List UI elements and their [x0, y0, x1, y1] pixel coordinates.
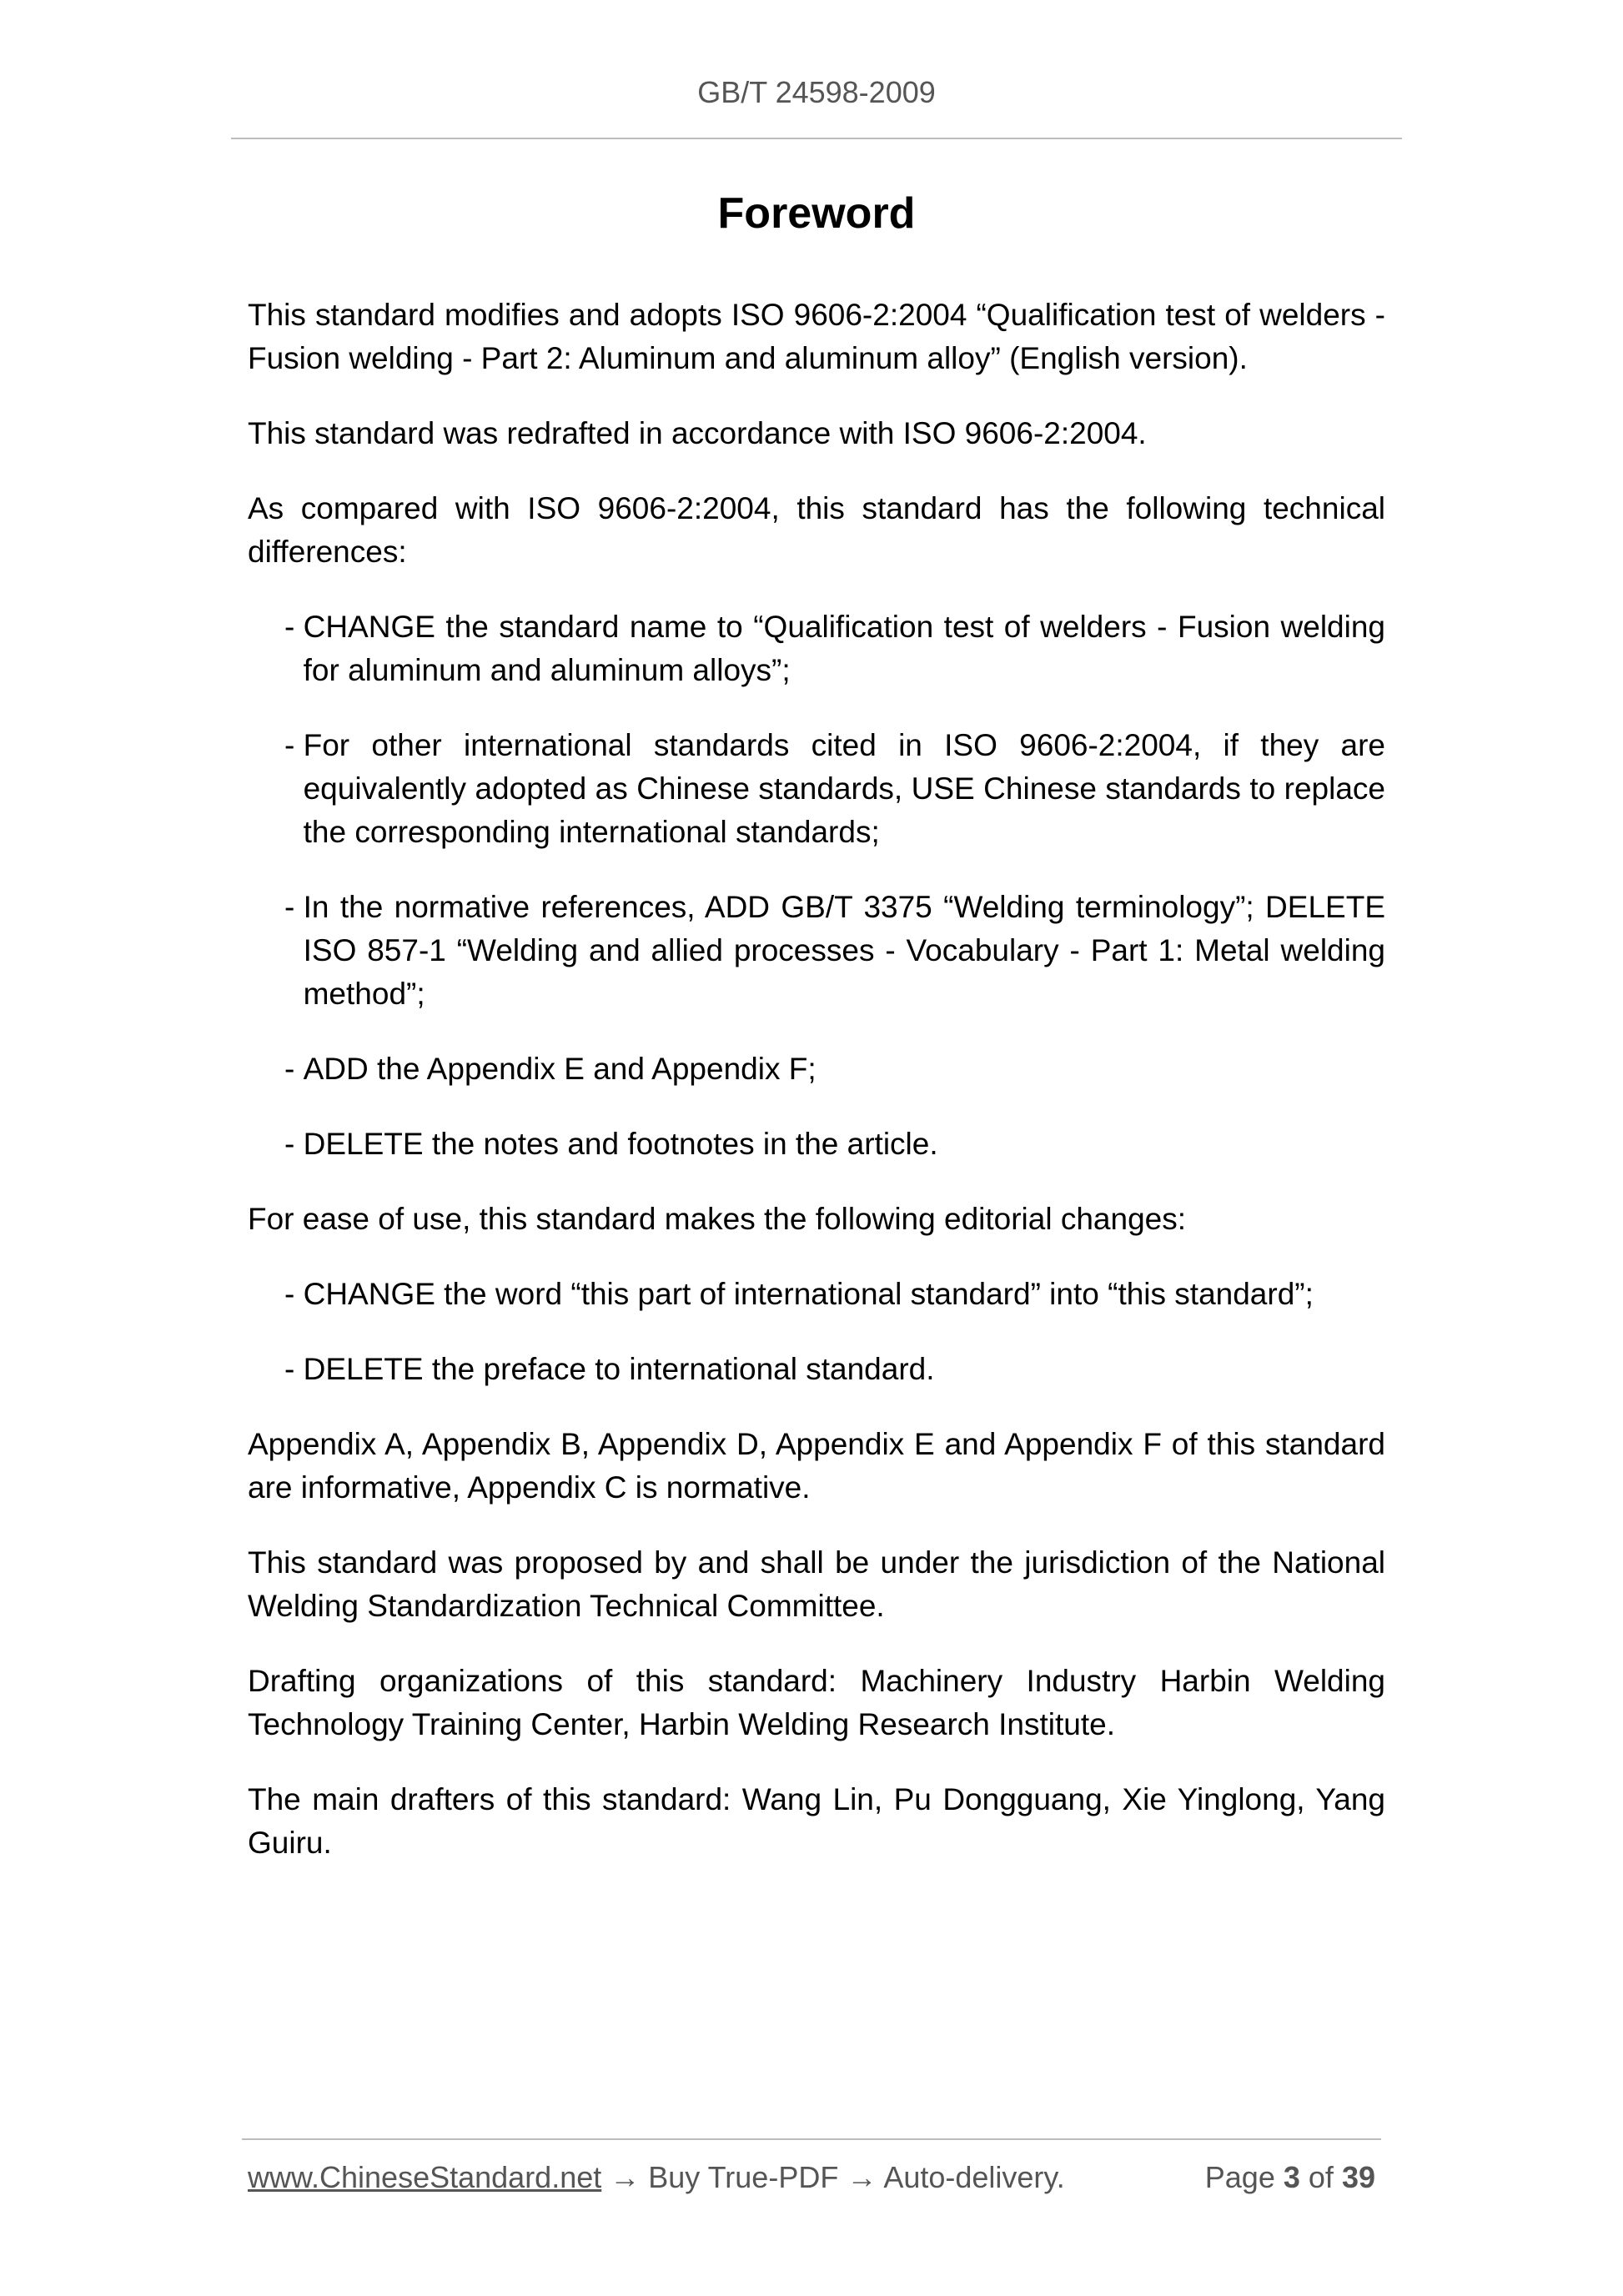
list-item-text: DELETE the notes and footnotes in the article. — [303, 1127, 938, 1161]
list-item-text: DELETE the preface to international standard. — [303, 1352, 935, 1386]
list-bullet-dash: - — [284, 610, 304, 644]
paragraph-main-drafters: The main drafters of this standard: Wang Lin, Pu Dongguang, Xie Yinglong, Yang Guiru. — [248, 1782, 1385, 1860]
list-bullet-dash: - — [284, 1052, 304, 1086]
footer-divider — [242, 2138, 1381, 2140]
paragraph-redrafted: This standard was redrafted in accordance with ISO 9606-2:2004. — [248, 416, 1147, 450]
footer-tagline: → Buy True-PDF → Auto-delivery. — [601, 2160, 1065, 2194]
footer-promo — [248, 2160, 1065, 2195]
list-item-editorial-change — [284, 1273, 1385, 1316]
list-item-editorial-change — [284, 1348, 1385, 1391]
paragraph-drafting-organizations: Drafting organizations of this standard: Machinery Industry Harbin Welding Technology Training Center, Harbin Welding Research Institute. — [248, 1664, 1385, 1741]
paragraph-appendices: Appendix A, Appendix B, Appendix D, Appendix E and Appendix F of this standard are informative, Appendix C is normative. — [248, 1427, 1385, 1505]
list-item-text: ADD the Appendix E and Appendix F; — [303, 1052, 817, 1086]
page-title: Foreword — [717, 189, 916, 238]
page-footer — [248, 2160, 1375, 2195]
list-item-text: CHANGE the word “this part of international standard” into “this standard”; — [303, 1277, 1314, 1311]
list-item-technical-difference — [284, 1048, 1385, 1091]
header-divider — [231, 138, 1402, 139]
list-item-text: In the normative references, ADD GB/T 3375 “Welding terminology”; DELETE ISO 857-1 “Welding and allied processes - Vocabulary - Part 1: Metal welding method”; — [303, 890, 1385, 1011]
page-label: Page — [1204, 2160, 1275, 2194]
foreword-body — [248, 294, 1385, 1897]
list-item-text: CHANGE the standard name to “Qualification test of welders - Fusion welding for aluminum and aluminum alloys”; — [303, 610, 1385, 687]
list-item-technical-difference — [284, 1123, 1385, 1166]
website-link[interactable]: www.ChineseStandard.net — [248, 2160, 602, 2194]
page-total: 39 — [1341, 2160, 1375, 2194]
page-number — [1205, 2160, 1375, 2195]
list-item-technical-difference — [284, 724, 1385, 854]
list-bullet-dash: - — [284, 1277, 304, 1311]
page-current: 3 — [1283, 2160, 1300, 2194]
page-of-label: of — [1308, 2160, 1334, 2194]
list-item-technical-difference — [284, 605, 1385, 692]
page-header-standard-code: GB/T 24598-2009 — [697, 75, 936, 109]
paragraph-adoption: This standard modifies and adopts ISO 9606-2:2004 “Qualification test of welders - Fusion welding - Part 2: Aluminum and aluminum alloy” (English version). — [248, 298, 1385, 375]
paragraph-proposed-by: This standard was proposed by and shall be under the jurisdiction of the National Welding Standardization Technical Committee. — [248, 1545, 1385, 1623]
paragraph-editorial-changes-intro: For ease of use, this standard makes the following editorial changes: — [248, 1202, 1187, 1236]
list-bullet-dash: - — [284, 890, 304, 924]
paragraph-technical-differences-intro: As compared with ISO 9606-2:2004, this standard has the following technical differences: — [248, 491, 1385, 569]
list-bullet-dash: - — [284, 1352, 304, 1386]
list-item-technical-difference — [284, 886, 1385, 1016]
list-bullet-dash: - — [284, 1127, 304, 1161]
list-bullet-dash: - — [284, 728, 304, 762]
list-item-text: For other international standards cited in ISO 9606-2:2004, if they are equivalently adopted as Chinese standards, USE Chinese standards to replace the corresponding international standards; — [303, 728, 1385, 849]
